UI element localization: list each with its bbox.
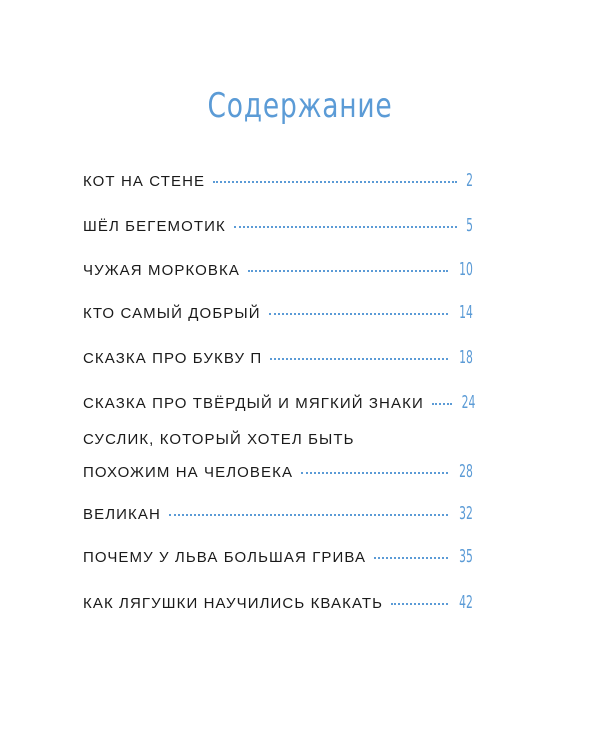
toc-entry[interactable] — [83, 392, 476, 414]
dot-leader — [391, 603, 448, 605]
dot-leader — [270, 358, 448, 360]
dot-leader — [234, 226, 457, 228]
dot-leader — [432, 403, 452, 405]
toc-entry[interactable] — [83, 302, 473, 324]
entry-title: СКАЗКА ПРО ТВЁРДЫЙ И МЯГКИЙ ЗНАКИ — [83, 395, 424, 412]
dot-leader — [374, 557, 448, 559]
page-number: 42 — [459, 592, 473, 613]
entry-title: СКАЗКА ПРО БУКВУ П — [83, 350, 263, 367]
toc-entry[interactable] — [83, 215, 473, 237]
entry-title: ЧУЖАЯ МОРКОВКА — [83, 262, 240, 279]
page-number: 35 — [459, 546, 473, 567]
toc-entry[interactable] — [83, 503, 473, 525]
dot-leader — [248, 270, 448, 272]
page-number: 24 — [461, 392, 476, 413]
page-title: Содержание — [207, 86, 393, 126]
dot-leader — [269, 313, 448, 315]
toc-entry[interactable] — [83, 592, 473, 614]
page-number: 10 — [459, 259, 473, 280]
page-number: 14 — [459, 302, 473, 323]
entry-title: КТО САМЫЙ ДОБРЫЙ — [83, 305, 261, 322]
dot-leader — [169, 514, 448, 516]
entry-title-line-2: ПОХОЖИМ НА ЧЕЛОВЕКА — [83, 464, 294, 481]
page-number: 32 — [459, 503, 473, 524]
entry-title: КОТ НА СТЕНЕ — [83, 173, 206, 190]
page-number: 5 — [466, 215, 473, 236]
entry-title-line-1: СУСЛИК, КОТОРЫЙ ХОТЕЛ БЫТЬ — [83, 431, 355, 448]
toc-entry[interactable] — [83, 546, 473, 568]
toc-entry[interactable] — [83, 347, 473, 369]
dot-leader — [213, 181, 457, 183]
page-number: 18 — [459, 347, 473, 368]
entry-title: КАК ЛЯГУШКИ НАУЧИЛИСЬ КВАКАТЬ — [83, 595, 384, 612]
entry-title: ПОЧЕМУ У ЛЬВА БОЛЬШАЯ ГРИВА — [83, 549, 367, 566]
toc-entry[interactable] — [83, 259, 473, 281]
page-number: 2 — [466, 170, 473, 191]
dot-leader — [301, 472, 448, 474]
page-number: 28 — [459, 461, 473, 482]
toc-entry[interactable] — [83, 170, 473, 192]
entry-title: ШЁЛ БЕГЕМОТИК — [83, 218, 226, 235]
entry-title: ВЕЛИКАН — [83, 506, 161, 523]
toc-entry[interactable] — [83, 431, 473, 483]
